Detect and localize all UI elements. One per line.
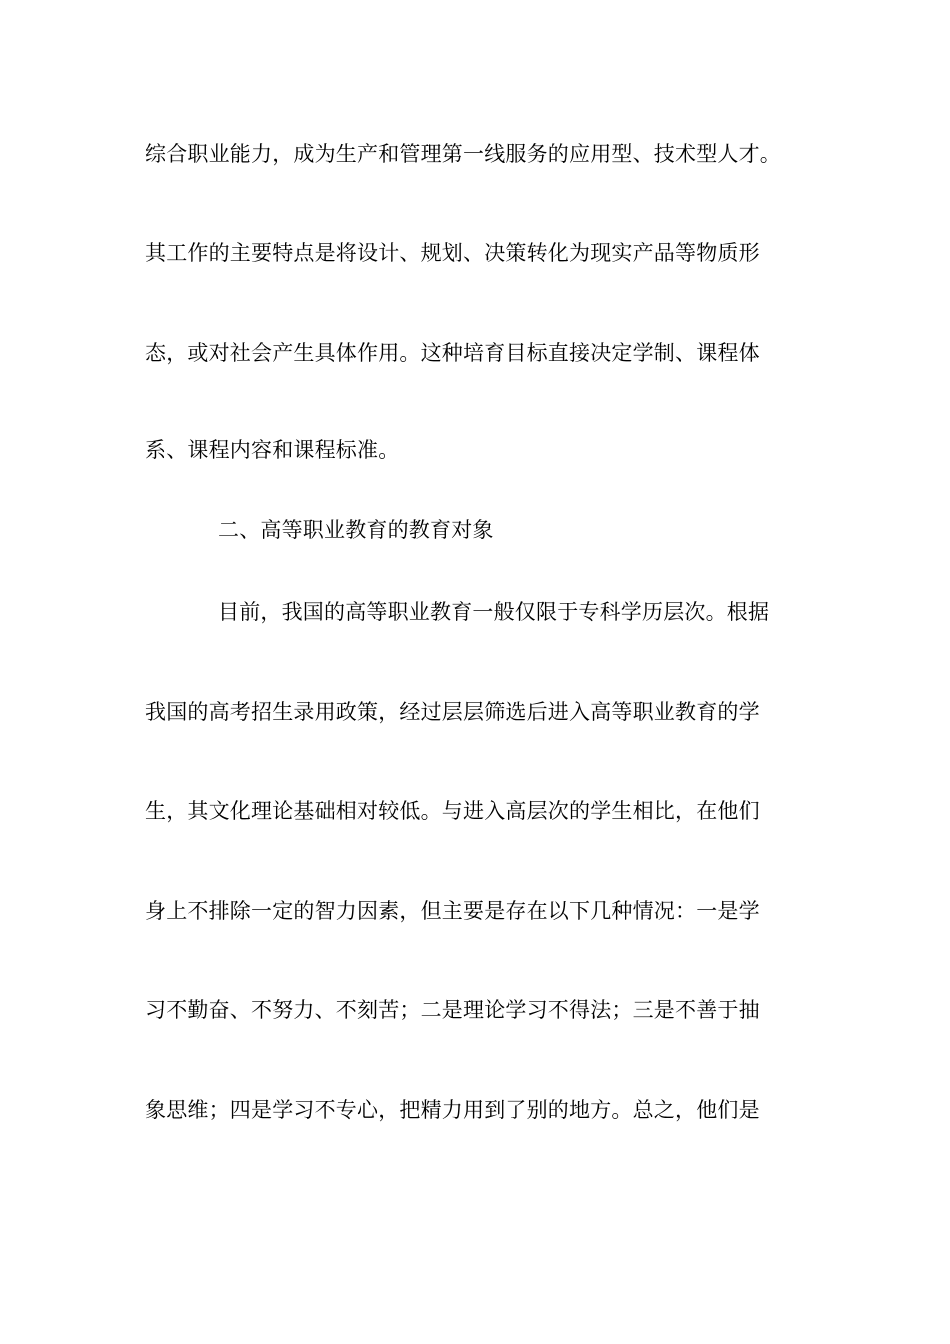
- paragraph-line: 生，其文化理论基础相对较低。与进入高层次的学生相比，在他们: [145, 799, 760, 823]
- paragraph-line: 其工作的主要特点是将设计、规划、决策转化为现实产品等物质形: [145, 241, 760, 265]
- paragraph-line: 习不勤奋、不努力、不刻苦；二是理论学习不得法；三是不善于抽: [145, 998, 760, 1022]
- paragraph-line: 象思维；四是学习不专心，把精力用到了别的地方。总之，他们是: [145, 1098, 760, 1122]
- paragraph-line: 态，或对社会产生具体作用。这种培育目标直接决定学制、课程体: [145, 341, 760, 365]
- paragraph-line: 我国的高考招生录用政策，经过层层筛选后进入高等职业教育的学: [145, 700, 760, 724]
- paragraph-line: 身上不排除一定的智力因素，但主要是存在以下几种情况：一是学: [145, 899, 760, 923]
- paragraph-line: 综合职业能力，成为生产和管理第一线服务的应用型、技术型人才。: [145, 142, 781, 166]
- section-heading: 二、高等职业教育的教育对象: [218, 518, 494, 542]
- paragraph-line: 目前，我国的高等职业教育一般仅限于专科学历层次。根据: [218, 600, 770, 624]
- paragraph-line: 系、课程内容和课程标准。: [145, 438, 400, 462]
